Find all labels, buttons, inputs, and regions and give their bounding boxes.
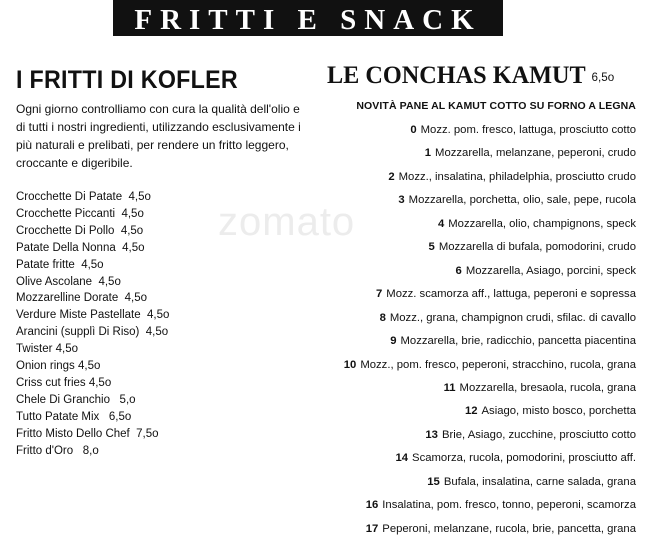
conchas-price: 6,5o [591,70,615,85]
fritti-list [16,189,169,460]
conchas-item-number: 4 [437,217,445,230]
fritti-item: Mozzarelline Dorate 4,5o [16,292,148,305]
conchas-item-text: Scamorza, rucola, pomodorini, prosciutto aff. [412,452,636,465]
conchas-title-text: LE CONCHAS KAMUT [327,62,586,89]
conchas-item [344,377,636,400]
conchas-item-text: Mozz. pom. fresco, lattuga, prosciutto cotto [420,124,636,136]
conchas-item-number: 16 [365,499,379,512]
conchas-item [344,236,636,259]
section-banner: FRITTI E SNACK [113,0,503,36]
fritti-item: Twister 4,5o [16,343,78,356]
conchas-item [344,471,636,494]
conchas-item [344,213,636,236]
conchas-item-text: Insalatina, pom. fresco, tonno, peperoni, scamorza [382,499,636,512]
conchas-item-text: Bufala, insalatina, carne salada, grana [443,475,636,488]
conchas-item-text: Mozz., grana, champignon crudi, sfilac. di cavallo [389,311,636,324]
fritti-item: Fritto Misto Dello Chef 7,5o [16,427,159,440]
conchas-item-text: Mozzarella, Asiago, porcini, speck [465,264,636,277]
conchas-item [344,518,636,541]
conchas-item [344,447,636,470]
conchas-item-text: Mozz., pom. fresco, peperoni, stracchino, rucola, grana [360,358,636,371]
conchas-item-number: 5 [428,241,435,254]
conchas-item [344,142,636,165]
fritti-item: Olive Ascolane 4,5o [16,275,121,288]
conchas-item-text: Mozzarella di bufala, pomodorini, crudo [438,241,636,254]
fritti-item: Chele Di Granchio 5,o [16,393,136,406]
conchas-item-text: Mozzarella, melanzane, peperoni, crudo [435,147,636,160]
conchas-item-number: 11 [443,381,456,394]
conchas-item [344,166,636,189]
conchas-item-number: 10 [343,358,357,371]
fritti-item: Fritto d'Oro 8,o [16,444,99,457]
conchas-item [344,260,636,283]
conchas-item-number: 14 [395,452,409,465]
conchas-item-text: Mozz., insalatina, philadelphia, prosciutto crudo [398,170,636,183]
conchas-item-number: 12 [464,405,478,418]
fritti-item: Patate fritte 4,5o [16,258,104,271]
fritti-item: Crocchette Piccanti 4,5o [16,207,144,220]
conchas-item [344,494,636,517]
fritti-item: Verdure Miste Pastellate 4,5o [16,309,170,322]
conchas-item-number: 17 [365,522,379,535]
conchas-title [327,62,614,90]
conchas-item-text: Mozzarella, brie, radicchio, pancetta piacentina [400,335,636,348]
fritti-item: Onion rings 4,5o [16,360,101,373]
conchas-item [344,189,636,212]
conchas-item-number: 3 [398,194,405,207]
conchas-item [344,119,636,142]
fritti-item: Patate Della Nonna 4,5o [16,241,145,254]
conchas-item-number: 9 [390,335,397,348]
conchas-item-text: Mozz. scamorza aff., lattuga, peperoni e sopressa [386,288,636,301]
conchas-item-text: Brie, Asiago, zucchine, prosciutto cotto [441,428,636,441]
conchas-item-text: Mozzarella, porchetta, olio, sale, pepe, rucola [408,194,636,207]
fritti-item: Crocchette Di Patate 4,5o [16,191,151,203]
conchas-item [344,400,636,423]
fritti-item: Arancini (supplì Di Riso) 4,5o [16,326,169,339]
conchas-item-text: Mozzarella, bresaola, rucola, grana [459,381,636,394]
conchas-item-text: Mozzarella, olio, champignons, speck [448,217,636,230]
conchas-list [344,119,636,541]
fritti-intro: Ogni giorno controlliamo con cura la qualità dell'olio e di tutti i nostri ingredienti, utilizzando esclusivamente i più naturali e prelibati, per rendere un fritto leggero, croccante e digeribile. [16,102,301,170]
conchas-item-number: 0 [410,124,417,136]
conchas-item [344,283,636,306]
fritti-item: Crocchette Di Pollo 4,5o [16,224,144,237]
conchas-item-number: 6 [455,264,462,277]
conchas-item [344,354,636,377]
conchas-item-number: 8 [379,311,386,324]
conchas-item-text: Asiago, misto bosco, porchetta [481,405,636,418]
conchas-item-number: 7 [375,288,383,301]
conchas-item-number: 2 [388,170,395,183]
fritti-item: Tutto Patate Mix 6,5o [16,410,132,423]
conchas-item-number: 15 [427,475,440,488]
conchas-item [344,307,636,330]
conchas-subtitle: NOVITÀ PANE AL KAMUT COTTO SU FORNO A LEGNA [356,100,636,112]
conchas-item-number: 1 [424,147,432,160]
conchas-item [344,424,636,447]
conchas-item-number: 13 [425,428,438,441]
fritti-item: Criss cut fries 4,5o [16,376,112,389]
conchas-item [344,330,636,353]
watermark: zomato [218,200,356,244]
fritti-title: I FRITTI DI KOFLER [16,66,239,94]
conchas-item-text: Peperoni, melanzane, rucola, brie, pancetta, grana [382,522,636,535]
